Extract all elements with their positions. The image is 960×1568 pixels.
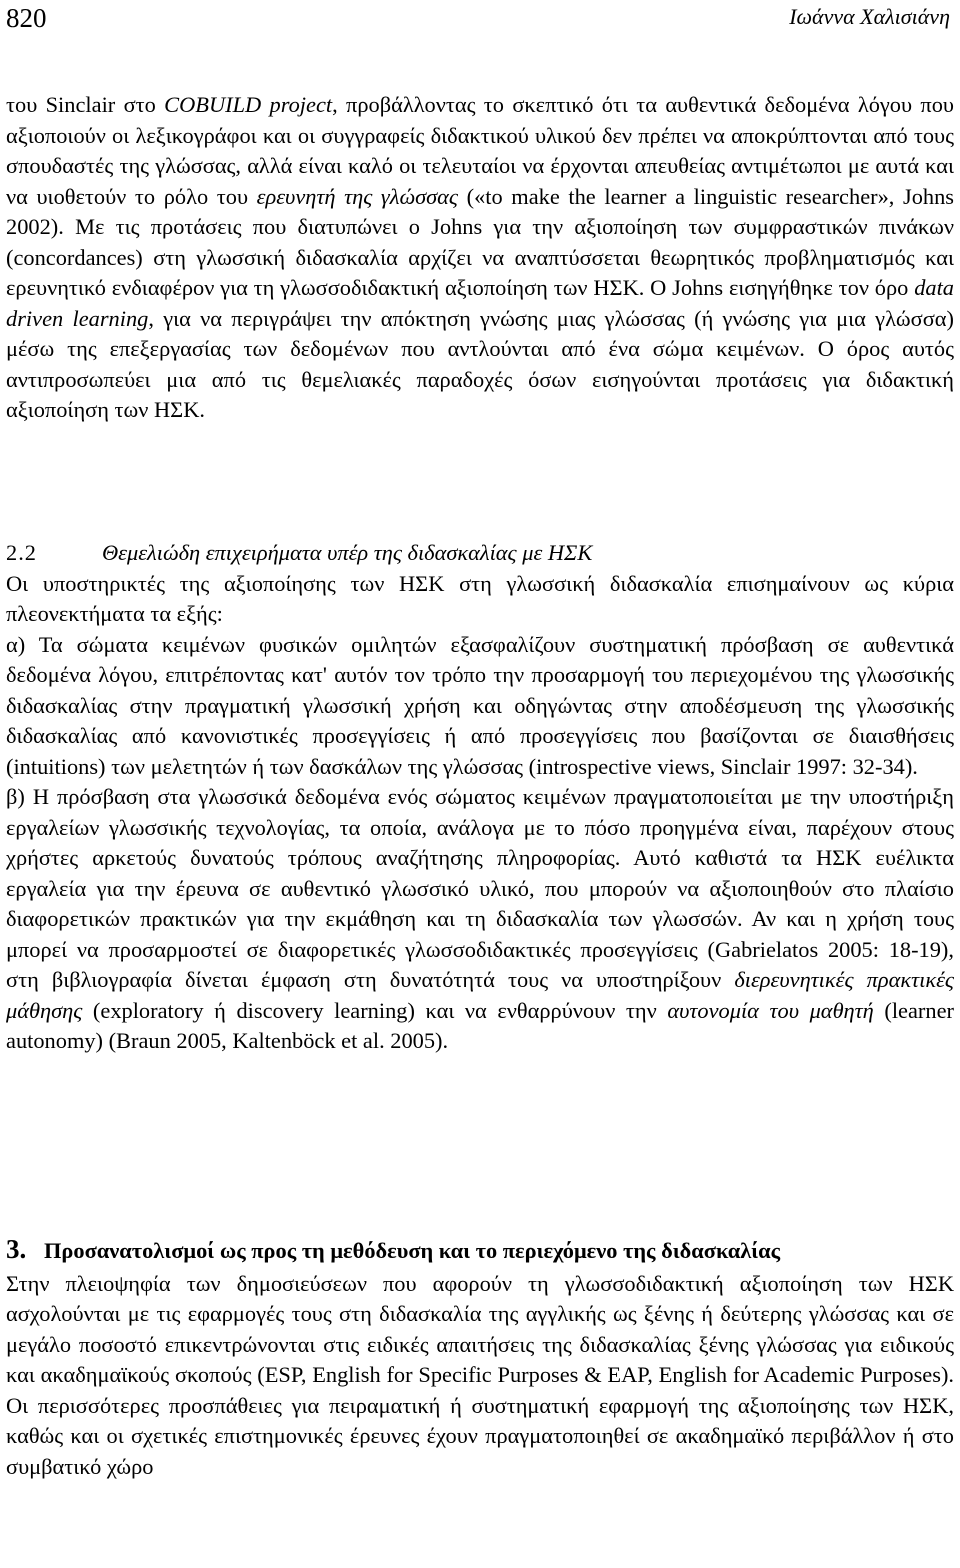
section-number: 2.2 <box>6 540 37 565</box>
section-title: Θεμελιώδη επιχειρήματα υπέρ της διδασκαλίας με ΗΣΚ <box>102 540 593 565</box>
point-b-text: β) Η πρόσβαση στα γλωσσικά δεδομένα ενός σώματος κειμένων πραγματοποιείται με την υποστήριξη εργαλείων γλωσσικής τεχνολογίας, τα οποία, ανάλογα με το πόσο προηγμένα είναι, παρέχουν στους χρήστες αρκετούς δυνατούς τρόπους αναζήτησης πληροφορίας. Αυτό καθιστά τα ΗΣΚ ευέλικτα εργαλεία για την έρευνα σε αυθεντικό γλωσσικό υλικό, που μπορούν να αξιοποιηθούν στο πλαίσιο διαφορετικών πρακτικών για την εκμάθηση και τη διδασκαλία των γλωσσών. Αν και η χρήση τους μπορεί να προσαρμοστεί σε διαφορετικές γλωσσοδιδακτικές προσεγγίσεις (Gabrielatos 2005: 18-19), στη βιβλιογραφία δίνεται έμφαση στη δυνατότητά τους να υποστηρίξουν <box>6 784 954 992</box>
running-author: Ιωάννα Χαλισιάνη <box>789 4 950 29</box>
section-2-2-intro: Οι υποστηρικτές της αξιοποίησης των ΗΣΚ στη γλωσσική διδασκαλία επισημαίνουν ως κύρια πλεονεκτήματα τα εξής: <box>6 570 954 626</box>
intro-emphasis: data driven learning <box>6 275 954 331</box>
section-3 <box>6 1234 954 1482</box>
section-2-2 <box>6 538 954 1057</box>
point-b <box>6 782 954 1057</box>
intro-text: («to make the learner a linguistic researcher», Johns 2002). Με τις προτάσεις που διατυπώνει ο Johns για την αξιοποίηση των συμφραστικών πινάκων (concordances) στη γλωσσική διδασκαλία αρχίζει να αναπτύσσεται θεωρητικός προβληματισμός και ερευνητικό ενδιαφέρον για τη γλωσσοδιδακτική αξιοποίηση των ΗΣΚ. Ο Johns εισηγήθηκε τον όρο <box>6 183 955 300</box>
section-3-heading <box>6 1234 954 1267</box>
section-3-body: Στην πλειοψηφία των δημοσιεύσεων που αφορούν τη γλωσσοδιδακτική αξιοποίηση των ΗΣΚ ασχολούνται με τις εφαρμογές τους στη διδασκαλία της αγγλικής ως ξένης ή δεύτερης γλώσσας και σε μεγάλο ποσοστό επικεντρώνονται στις ειδικές απαιτήσεις της διδασκαλίας ξένης γλώσσας για ειδικούς και ακαδημαϊκούς σκοπούς (ESP, English for Specific Purposes & EAP, English for Academic Purposes). Οι περισσότερες προσπάθειες για πειραματική ή συστηματική εφαρμογή της αξιοποίησης των ΗΣΚ, καθώς και οι σχετικές επιστημονικές έρευνες έχουν πραγματοποιηθεί σε ακαδημαϊκό περιβάλλον ή στο συμβατικό χώρο <box>6 1270 954 1479</box>
intro-section <box>6 90 954 426</box>
point-b-text: (exploratory ή discovery learning) και να ενθαρρύνουν την <box>82 997 668 1023</box>
intro-text: του Sinclair στο <box>6 92 165 117</box>
section-title: Προσανατολισμοί ως προς τη μεθόδευση και το περιεχόμενο της διδασκαλίας <box>44 1238 781 1263</box>
intro-emphasis: COBUILD project <box>164 92 333 117</box>
section-number: 3. <box>6 1234 27 1264</box>
point-b-emphasis: αυτονομία του μαθητή <box>667 997 874 1023</box>
intro-text: , για να περιγράψει την απόκτηση γνώσης μιας γλώσσας (ή γνώσης για μια γλώσσα) μέσω της επεξεργασίας των δεδομένων που αντλούνται από ένα σώμα κειμένων. Ο όρος αυτός αντιπροσωπεύει μια από τις θεμελιακές παραδοχές όσων εισηγούνται προτάσεις για διδακτική αξιοποίηση των ΗΣΚ. <box>6 305 954 422</box>
section-2-2-heading <box>6 538 954 569</box>
page-number: 820 <box>6 3 47 33</box>
running-header <box>6 0 950 40</box>
intro-paragraph <box>6 90 954 426</box>
intro-text: , προβάλλοντας το σκεπτικό ότι τα αυθεντικά δεδομένα λόγου που αξιοποιούν οι λεξικογράφοι και οι συγγραφείς διδακτικού υλικού δεν πρέπει να αποκρύπτονται από τους σπουδαστές της γλώσσας, αλλά είναι καλό οι τελευταίοι να έρχονται απευθείας αντιμέτωποι με αυτά και να υιοθετούν το ρόλο του <box>6 92 954 209</box>
point-b-emphasis: διερευνητικές πρακτικές μάθησης <box>6 967 955 1023</box>
point-b-text: (learner autonomy) (Braun 2005, Kaltenböck et al. 2005). <box>6 997 954 1053</box>
point-a: α) Τα σώματα κειμένων φυσικών ομιλητών εξασφαλίζουν συστηματική πρόσβαση σε αυθεντικά δεδομένα λόγου, επιτρέποντας κατ' αυτόν τον τρόπο την προσαρμογή του περιεχομένου της γλωσσικής διδασκαλίας στην πραγματική γλωσσική χρήση και οδηγώντας στην αποδέσμευση της γλωσσικής διδασκαλίας από κανονιστικές προσεγγίσεις ή από προσεγγίσεις που βασίζονται σε διαισθήσεις (intuitions) των μελετητών ή των δασκάλων της γλώσσας (introspective views, Sinclair 1997: 32-34). <box>6 631 954 779</box>
intro-emphasis: ερευνητή της γλώσσας <box>256 183 458 209</box>
